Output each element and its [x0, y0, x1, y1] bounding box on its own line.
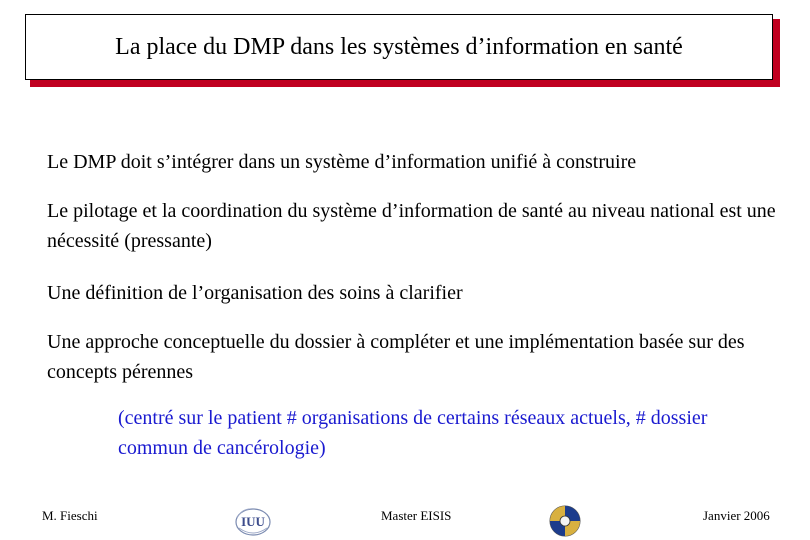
bullet-1: Le DMP doit s’intégrer dans un système d’information unifié à construire — [47, 151, 637, 173]
university-logo-text: IUU — [241, 514, 265, 529]
sub-point: (centré sur le patient # organisations de certains réseaux actuels, # dossier commun de cancérologie) — [118, 407, 708, 459]
title-box — [25, 14, 773, 80]
crest-logo-icon — [549, 504, 581, 538]
bullet-3: Une définition de l’organisation des soins à clarifier — [47, 282, 463, 304]
footer-date: Janvier 2006 — [703, 508, 770, 523]
bullet-4: Une approche conceptuelle du dossier à compléter et une implémentation basée sur des concepts pérennes — [47, 331, 745, 383]
slide-title: La place du DMP dans les systèmes d’information en santé — [115, 34, 683, 60]
university-logo-icon — [233, 504, 273, 538]
bullet-2: Le pilotage et la coordination du système d’information de santé au niveau national est une nécessité (pressante) — [47, 200, 776, 252]
footer-course: Master EISIS — [381, 508, 452, 523]
footer-author: M. Fieschi — [42, 508, 98, 523]
